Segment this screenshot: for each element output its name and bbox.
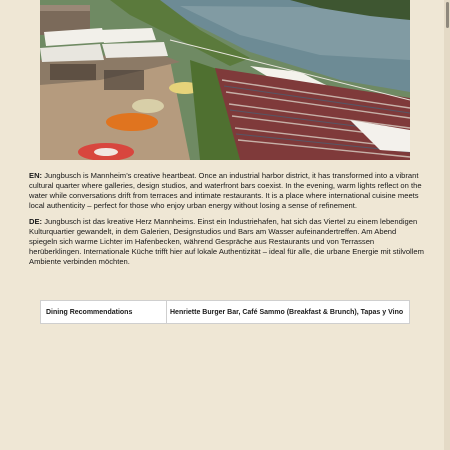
scrollbar-track[interactable] bbox=[444, 0, 450, 450]
harbor-terrace-photo-drawing bbox=[40, 0, 410, 160]
harbor-terrace-photo bbox=[40, 0, 410, 160]
scrollbar-thumb[interactable] bbox=[446, 2, 449, 28]
paragraph-english-text: Jungbusch is Mannheim’s creative heartbeat. Once an industrial harbor district, it has transformed into a vibrant cultural quarter where galleries, design studios, and waterfront bars coexist. In the evening, warm lights reflect on the water while conversations drift from terraces and intimate restaurants. It is a place where international cuisine meets local authenticity – perfect for those who enjoy urban energy without losing a sense of refinement. bbox=[29, 171, 422, 210]
dining-recommendations-table bbox=[40, 300, 410, 324]
paragraph-english bbox=[29, 171, 425, 211]
description-text bbox=[29, 171, 425, 273]
language-tag-de: DE: bbox=[29, 217, 43, 226]
paragraph-german bbox=[29, 217, 425, 267]
paragraph-german-text: Jungbusch ist das kreative Herz Mannheims. Einst ein Industriehafen, hat sich das Viertel zu einem lebendigen Kulturquartier gewandelt, in dem Galerien, Designstudios und Bars am Wasser aufeinandertreffen. Am Abend spiegeln sich warme Lichter im Hafenbecken, während Gespräche aus Restaurants und von Terrassen herüberklingen. Internationale Küche trifft hier auf lokale Authentizität – ideal für alle, die urbane Energie mit stilvollem Ambiente verbinden möchten. bbox=[29, 217, 424, 266]
dining-recommendations-value: Henriette Burger Bar, Café Sammo (Breakfast & Brunch), Tapas y Vino bbox=[170, 308, 404, 316]
dining-recommendations-label: Dining Recommendations bbox=[41, 301, 167, 323]
language-tag-en: EN: bbox=[29, 171, 43, 180]
